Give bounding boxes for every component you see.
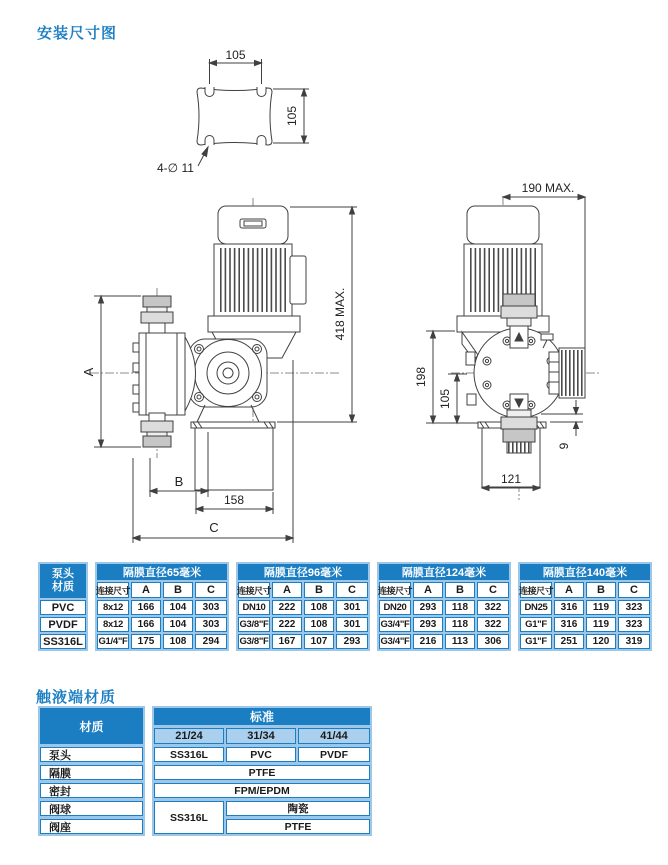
group-title: 隔膜直径140毫米 xyxy=(520,564,650,580)
dimension-cell: 323 xyxy=(618,600,650,615)
material-header xyxy=(40,564,86,598)
dim-label-plate-height: 105 xyxy=(285,105,299,127)
material-row-label: 泵头 xyxy=(40,747,143,762)
dimension-cell: 107 xyxy=(304,634,334,649)
dimension-cell: 319 xyxy=(618,634,650,649)
material-header-line: 泵头 xyxy=(52,568,74,581)
dimension-cell: 118 xyxy=(445,600,475,615)
pump-head-front xyxy=(133,296,196,447)
pump-side-view xyxy=(414,181,601,500)
dimension-cell: 301 xyxy=(336,600,368,615)
material-row-label: 阀座 xyxy=(40,819,143,834)
dimension-cell: 316 xyxy=(554,600,584,615)
dimension-cell: 294 xyxy=(195,634,227,649)
dim-label-plate-holes: 4-∅ 11 xyxy=(157,161,194,175)
dim-label-121: 121 xyxy=(500,472,522,486)
diameter-group xyxy=(236,562,370,651)
dimension-cell: 167 xyxy=(272,634,302,649)
column-header: C xyxy=(195,582,227,598)
dimension-cell: 293 xyxy=(336,634,368,649)
conn-size-cell: 8x12 xyxy=(97,600,129,615)
size-header: 31/34 xyxy=(226,728,296,744)
dim-label-198: 198 xyxy=(414,366,428,388)
conn-size-cell: G3/8"F xyxy=(239,619,269,630)
conn-size-cell: 8x12 xyxy=(97,617,129,632)
material-row-label: 阀球 xyxy=(40,801,143,816)
material-row-label: 密封 xyxy=(40,783,143,798)
pump-head-cell: SS316L xyxy=(154,747,224,762)
column-header: B xyxy=(586,582,616,598)
dimension-cell: 108 xyxy=(304,617,334,632)
dimension-cell: 323 xyxy=(618,617,650,632)
column-header: A xyxy=(272,582,302,598)
material-column xyxy=(38,562,88,651)
dimension-cell: 104 xyxy=(163,600,193,615)
dim-label-105-side: 105 xyxy=(438,388,452,410)
motor-front xyxy=(208,206,306,332)
dimension-cell: 108 xyxy=(163,634,193,649)
stroke-adjust-knob xyxy=(549,348,585,398)
dimension-105-side xyxy=(438,374,467,423)
seal-cell: FPM/EPDM xyxy=(154,783,370,798)
dim-label-c: C xyxy=(209,520,219,535)
group-title: 隔膜直径96毫米 xyxy=(238,564,368,580)
conn-size-cell: G1"F xyxy=(520,634,552,649)
dimension-cell: 166 xyxy=(131,617,161,632)
dimension-cell: 119 xyxy=(586,600,616,615)
dimension-cell: 303 xyxy=(195,600,227,615)
dim-label-total-height: 418 MAX. xyxy=(333,287,347,341)
dimension-cell: 216 xyxy=(413,634,443,649)
material-label-column xyxy=(38,706,145,836)
dim-label-190: 190 MAX. xyxy=(521,181,575,195)
conn-size-cell: G3/8"F xyxy=(239,636,269,647)
conn-size-header: 连接尺寸 xyxy=(379,582,411,598)
conn-size-cell: DN25 xyxy=(520,600,552,615)
dimension-plate-height xyxy=(273,89,309,143)
dimension-plate-width xyxy=(210,48,262,84)
conn-size-cell: G1"F xyxy=(520,617,552,632)
column-header: C xyxy=(336,582,368,598)
dimension-cell: 108 xyxy=(304,600,334,615)
conn-size-cell: DN10 xyxy=(238,600,270,615)
dimension-plate-holes xyxy=(157,147,208,175)
dim-label-158: 158 xyxy=(223,493,245,507)
valve-seat-cell: PTFE xyxy=(226,819,370,834)
standard-header: 标准 xyxy=(154,708,370,725)
material-table xyxy=(38,706,372,836)
standard-grid xyxy=(152,706,372,836)
pump-front-view xyxy=(81,198,357,543)
dimension-cell: 322 xyxy=(477,617,509,632)
column-header: A xyxy=(413,582,443,598)
dimension-cell: 118 xyxy=(445,617,475,632)
pump-head-cell: PVC xyxy=(226,747,296,762)
conn-size-cell: G1/4"F xyxy=(98,636,128,647)
diameter-group xyxy=(95,562,229,651)
dimension-cell: 322 xyxy=(477,600,509,615)
dimension-cell: 306 xyxy=(477,634,509,649)
column-header: C xyxy=(477,582,509,598)
dimension-cell: 316 xyxy=(554,617,584,632)
diameter-group xyxy=(377,562,511,651)
material-cell: PVC xyxy=(40,600,86,615)
dimension-cell: 119 xyxy=(586,617,616,632)
installation-dimensions-title: 安装尺寸图 xyxy=(37,25,118,42)
material-column-header: 材质 xyxy=(40,708,143,744)
dimension-cell: 175 xyxy=(131,634,161,649)
conn-size-header: 连接尺寸 xyxy=(238,582,270,598)
dimension-cell: 113 xyxy=(445,634,475,649)
column-header: B xyxy=(304,582,334,598)
conn-size-cell: G3/4"F xyxy=(380,619,410,630)
dimension-cell: 293 xyxy=(413,617,443,632)
dimension-cell: 222 xyxy=(272,600,302,615)
dim-label-b: B xyxy=(174,474,184,489)
dimension-cell: 293 xyxy=(413,600,443,615)
column-header: B xyxy=(163,582,193,598)
dimension-a xyxy=(81,296,141,447)
dimension-cell: 120 xyxy=(586,634,616,649)
dim-label-plate-width: 105 xyxy=(225,48,246,62)
conn-size-cell: DN20 xyxy=(379,600,411,615)
dimension-cell: 104 xyxy=(163,617,193,632)
dimension-cell: 303 xyxy=(195,617,227,632)
conn-size-cell: G3/4"F xyxy=(380,636,410,647)
column-header: C xyxy=(618,582,650,598)
size-header: 41/44 xyxy=(298,728,370,744)
material-row-label: 隔膜 xyxy=(40,765,143,780)
dimension-cell: 222 xyxy=(272,617,302,632)
size-header: 21/24 xyxy=(154,728,224,744)
conn-size-header: 连接尺寸 xyxy=(97,582,129,598)
dimension-cell: 166 xyxy=(131,600,161,615)
conn-size-header: 连接尺寸 xyxy=(520,582,552,598)
material-cell: SS316L xyxy=(40,634,86,649)
dimension-cell: 251 xyxy=(554,634,584,649)
dim-label-a: A xyxy=(81,367,96,377)
material-header-line: 材质 xyxy=(52,581,74,593)
wetted-materials-title: 触液端材质 xyxy=(36,689,117,706)
column-header: B xyxy=(445,582,475,598)
mounting-plate-drawing xyxy=(157,48,309,175)
valve-ball-seat-cell: SS316L xyxy=(154,801,224,834)
dimension-cell: 301 xyxy=(336,617,368,632)
group-title: 隔膜直径65毫米 xyxy=(97,564,227,580)
dim-label-9: 9 xyxy=(557,442,571,450)
gear-housing-front xyxy=(189,332,296,407)
diameter-group xyxy=(518,562,652,651)
dimension-table xyxy=(38,562,652,651)
diaphragm-cell: PTFE xyxy=(154,765,370,780)
base-front xyxy=(191,405,275,490)
valve-ball-cell: 陶瓷 xyxy=(226,801,370,816)
column-header: A xyxy=(554,582,584,598)
pump-head-cell: PVDF xyxy=(298,747,370,762)
material-cell: PVDF xyxy=(40,617,86,632)
column-header: A xyxy=(131,582,161,598)
group-title: 隔膜直径124毫米 xyxy=(379,564,509,580)
